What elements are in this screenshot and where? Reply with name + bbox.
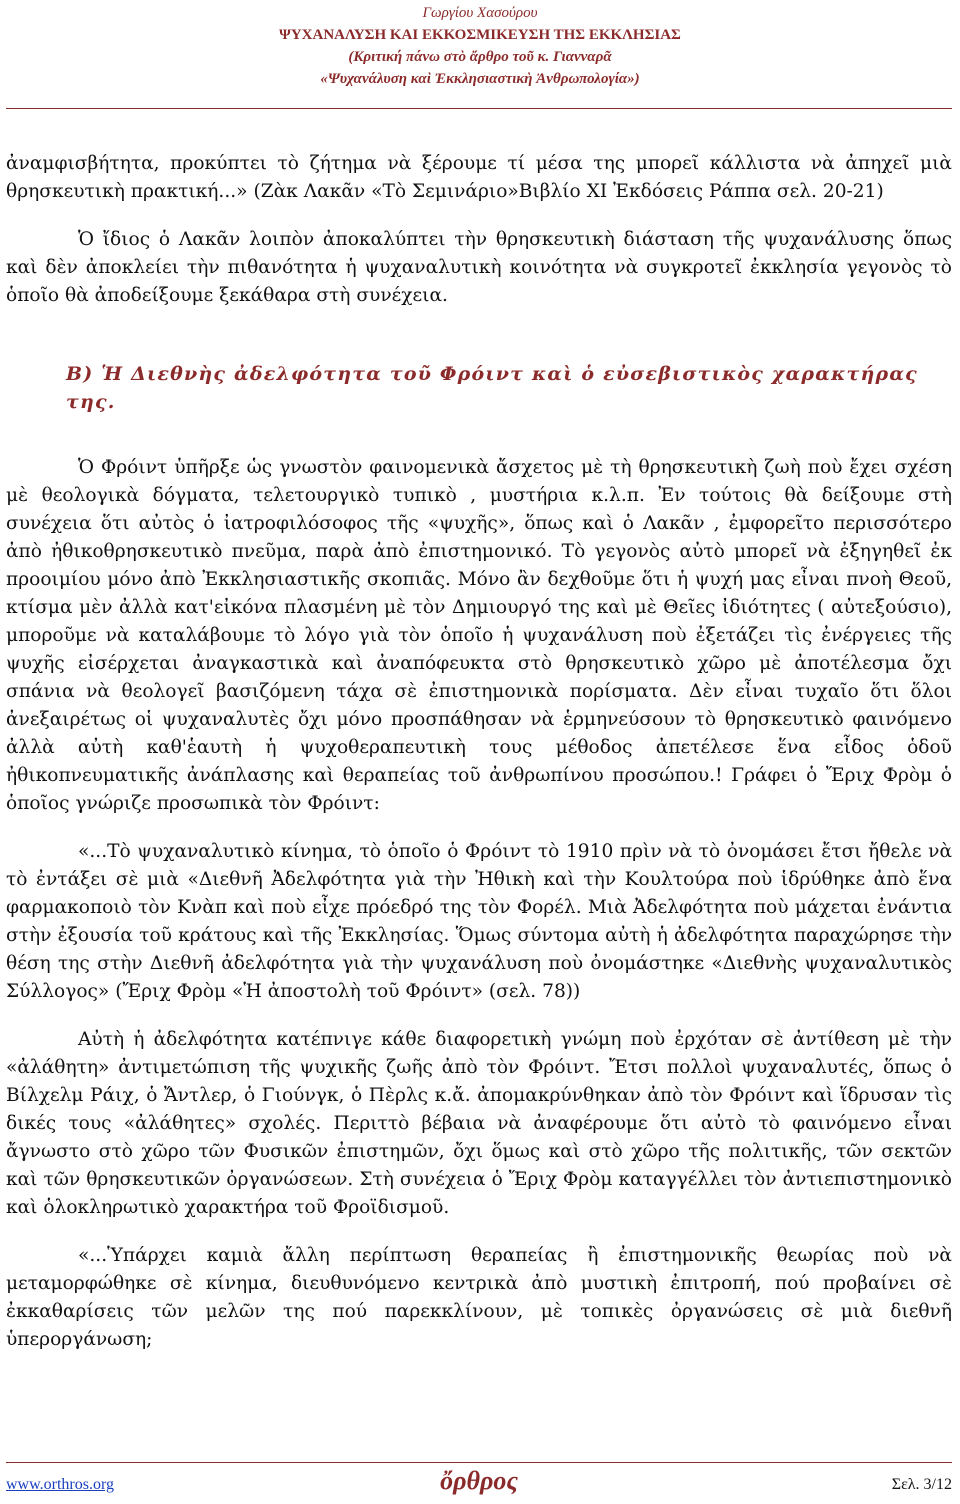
header-divider: [6, 108, 952, 109]
paragraph-freud: Ὁ Φρόιντ ὑπῆρξε ὡς γνωστὸν φαινομενικὰ ἄσχετος μὲ τὴ θρησκευτικὴ ζωὴ ποὺ ἔχει σχέση μὲ θεολογικὰ δόγματα, τελετουργικὸ τυπικὸ , μυστήρια κ.λ.π. Ἐν τούτοις θὰ δείξουμε στὴ συνέχεια ὅτι αὐτὸς ὁ ἰατροφιλόσοφος τῆς «ψυχῆς», ὅπως καὶ ὁ Λακᾶν , ἐμφορεῖτο περισσότερο ἀπὸ ἠθικοθρησκευτικὸ πνεῦμα, παρὰ ἀπὸ ἐπιστημονικό. Τὸ γεγονὸς αὐτὸ μπορεῖ νὰ ἐξηγηθεῖ ἐκ προοιμίου μόνο ἀπὸ Ἐκκλησιαστικῆς σκοπιᾶς. Μόνο ἂν δεχθοῦμε ὅτι ἡ ψυχή μας εἶναι πνοὴ Θεοῦ, κτίσμα μὲν ἀλλὰ κατ'εἰκόνα πλασμένη μὲ τὸν Δημιουργό της καὶ μὲ Θεῖες ἰδιότητες ( αὐτεξούσιο), μποροῦμε νὰ καταλάβουμε τὸ λόγο γιὰ τὸν ὁποῖο ἡ ψυχανάλυση ποὺ ἐξετάζει τὶς ἐνέργειες τῆς ψυχῆς εἰσέρχεται ἀναγκαστικὰ καὶ ἀναπόφευκτα στὸ θρησκευτικὸ χῶρο μὲ ἀποτέλεσμα ὄχι σπάνια νὰ θεολογεῖ βασιζόμενη τάχα σὲ ἐπιστημονικὰ πορίσματα. Δὲν εἶναι τυχαῖο ὅτι ὅλοι ἀνεξαιρέτως οἱ ψυχαναλυτὲς ὄχι μόνο προσπάθησαν νὰ ἑρμηνεύσουν τὸ θρησκευτικὸ φαινόμενο ἀλλὰ αὐτὴ καθ'ἑαυτὴ ἡ ψυχοθεραπευτικὴ τους μέθοδος ἀπετέλεσε ἕνα εἶδος ὁδοῦ ἠθικοπνευματικῆς ἀνάπλασης καὶ θεραπείας τοῦ ἀνθρωπίνου προσώπου.! Γράφει ὁ Ἔριχ Φρὸμ ὁ ὁποῖος γνώριζε προσωπικὰ τὸν Φρόιντ:: [6, 457, 952, 814]
header-author: Γωργίου Χασούρου: [422, 5, 538, 21]
footer-website-link[interactable]: www.orthros.org: [6, 1476, 114, 1493]
footer-brand-logo: ὄρθρος: [440, 1466, 518, 1495]
page-number: Σελ. 3/12: [891, 1476, 952, 1493]
page-footer: [6, 1466, 952, 1502]
paragraph-brotherhood: Αὐτὴ ἡ ἀδελφότητα κατέπνιγε κάθε διαφορετικὴ γνώμη ποὺ ἐρχόταν σὲ ἀντίθεση μὲ τὴν «ἀλάθητη» ἀντιμετώπιση τῆς ψυχικῆς ζωῆς ἀπὸ τὸν Φρόιντ. Ἔτσι πολλοὶ ψυχαναλυτές, ὅπως ὁ Βίλχελμ Ράιχ, ὁ Ἄντλερ, ὁ Γιούνγκ, ὁ Πὲρλς κ.ἄ. ἀπομακρύνθηκαν ἀπὸ τὸν Φρόιντ καὶ ἵδρυσαν τὶς δικές τους «ἀλάθητες» σχολές. Περιττὸ βέβαια νὰ ἀναφέρουμε ὅτι αὐτὸ τὸ φαινόμενο εἶναι ἄγνωστο στὸ χῶρο τῶν Φυσικῶν ἐπιστημῶν, ὄχι ὅμως καὶ στὸ χῶρο τῆς πολιτικῆς, τῶν σεκτῶν καὶ τῶν θρησκευτικῶν ὀργανώσεων. Στὴ συνέχεια ὁ Ἔριχ Φρὸμ καταγγέλλει τὸν ἀντιεπιστημονικὸ καὶ ὁλοκληρωτικὸ χαρακτήρα τοῦ Φροϊδισμοῦ.: [6, 1029, 952, 1218]
document-body: [6, 150, 952, 1354]
header-subtitle-line2: «Ψυχανάλυση καὶ Ἐκκλησιαστικὴ Ἀνθρωπολογία»): [320, 71, 640, 87]
page-header: [0, 2, 960, 90]
section-heading: Β) Ἡ Διεθνὴς ἀδελφότητα τοῦ Φρόιντ καὶ ὁ εὐσεβιστικὸς χαρακτήρας της.: [66, 363, 918, 413]
paragraph-lacan: Ὁ ἴδιος ὁ Λακᾶν λοιπὸν ἀποκαλύπτει τὴν θρησκευτικὴ διάσταση τῆς ψυχανάλυσης ὅπως καὶ δὲν ἀποκλείει τὴν πιθανότητα ἡ ψυχαναλυτικὴ κοινότητα νὰ συγκροτεῖ ἐκκλησία γεγονὸς τὸ ὁποῖο θὰ ἀποδείξουμε ξεκάθαρα στὴ συνέχεια.: [6, 229, 952, 306]
header-subtitle-line1: (Κριτική πάνω στὸ ἄρθρο τοῦ κ. Γιανναρᾶ: [348, 49, 612, 65]
paragraph-continuation: ἀναμφισβήτητα, προκύπτει τὸ ζήτημα νὰ ξέρουμε τί μέσα της μπορεῖ κάλλιστα νὰ ἀπηχεῖ μιὰ θρησκευτικὴ πρακτική...» (Ζὰκ Λακᾶν «Τὸ Σεμινάριο»Βιβλίο ΧΙ Ἐκδόσεις Ράππα σελ. 20-21): [6, 153, 952, 202]
footer-divider: [6, 1462, 952, 1463]
quote-fromm-1: «...Τὸ ψυχαναλυτικὸ κίνημα, τὸ ὁποῖο ὁ Φρόιντ τὸ 1910 πρὶν νὰ τὸ ὀνομάσει ἔτσι ἤθελε νὰ τὸ ἐντάξει σὲ μιὰ «Διεθνῆ Ἀδελφότητα γιὰ τὴν Ἠθικὴ καὶ τὴν Κουλτούρα ποὺ ἱδρύθηκε ἀπὸ ἕνα φαρμακοποιὸ τὸν Κνὰπ καὶ ποὺ εἶχε πρόεδρό της τὸν Φορέλ. Μιὰ Ἀδελφότητα ποὺ μάχεται ἐνάντια στὴν ἐξουσία τοῦ κράτους καὶ τῆς Ἐκκλησίας. Ὅμως σύντομα αὐτὴ ἡ ἀδελφότητα παραχώρησε τὴν θέση της στὴν Διεθνῆ ἀδελφότητα γιὰ τὴν ψυχανάλυση ποὺ ὀνομάστηκε «Διεθνὴς ψυχαναλυτικὸς Σύλλογος» (Ἔριχ Φρὸμ «Ἡ ἀποστολὴ τοῦ Φρόιντ» (σελ. 78)): [6, 841, 952, 1002]
header-title: ΨΥΧΑΝΑΛΥΣΗ ΚΑΙ ΕΚΚΟΣΜΙΚΕΥΣΗ ΤΗΣ ΕΚΚΛΗΣΙΑΣ: [279, 27, 681, 43]
quote-fromm-2: «...Ὑπάρχει καμιὰ ἄλλη περίπτωση θεραπείας ἢ ἐπιστημονικῆς θεωρίας ποὺ νὰ μεταμορφώθηκε σὲ κίνημα, διευθυνόμενο κεντρικὰ ἀπὸ μυστικὴ ἐπιτροπή, πού προβαίνει σὲ ἐκκαθαρίσεις τῶν μελῶν της πού παρεκκλίνουν, μὲ τοπικὲς ὀργανώσεις σὲ μιὰ διεθνῆ ὑπεροργάνωση;: [6, 1245, 952, 1350]
